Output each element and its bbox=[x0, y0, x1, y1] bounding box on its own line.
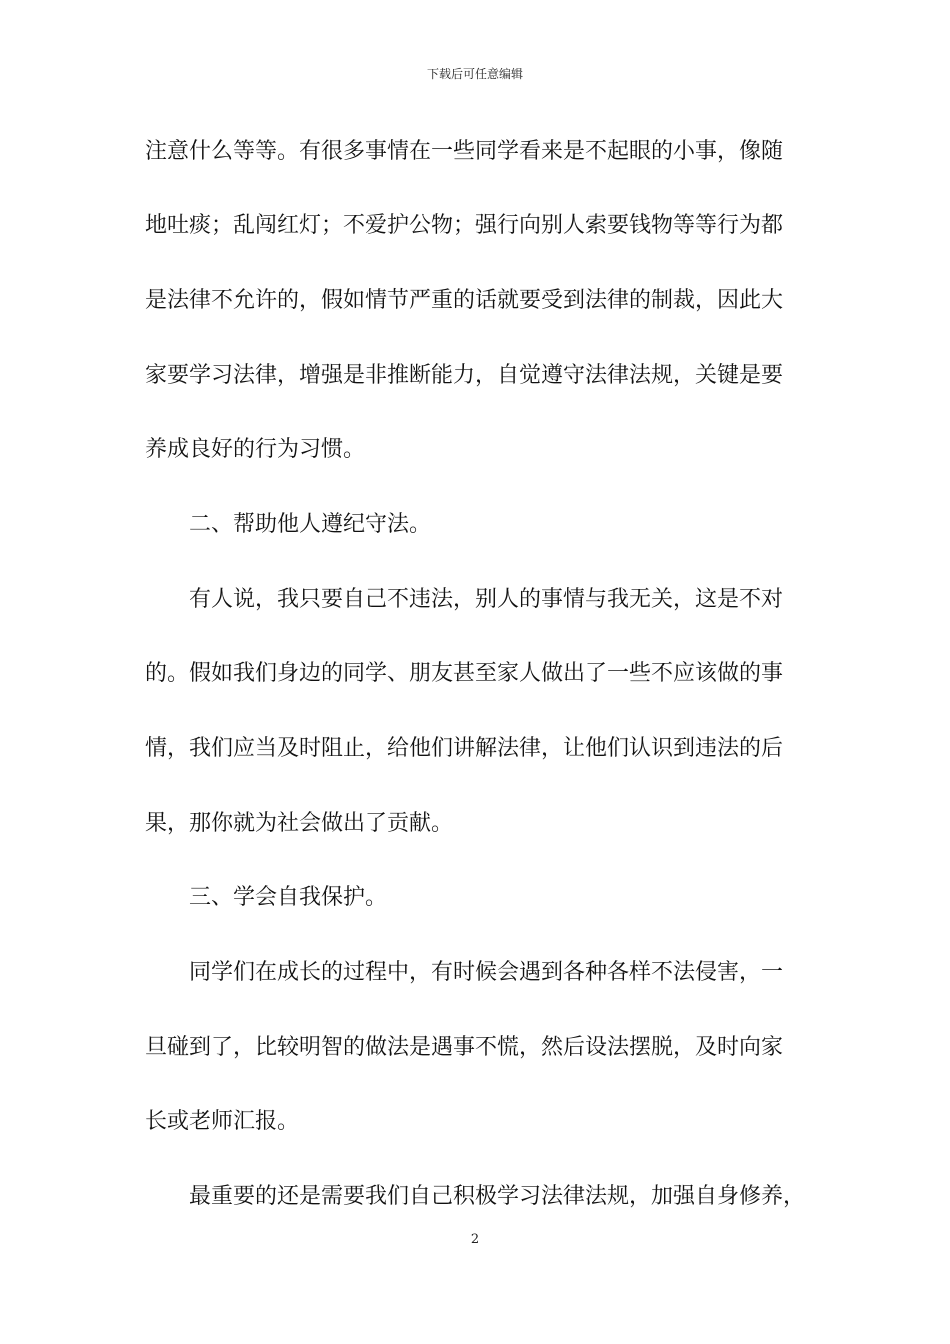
text-line: 情，我们应当及时阻止，给他们讲解法律，让他们认识到违法的后 bbox=[145, 736, 784, 761]
section-heading: 二、帮助他人遵纪守法。 bbox=[145, 512, 432, 537]
text-line: 果，那你就为社会做出了贡献。 bbox=[145, 811, 454, 836]
text-line: 的。假如我们身边的同学、朋友甚至家人做出了一些不应该做的事 bbox=[145, 661, 784, 686]
text-line: 最重要的还是需要我们自己积极学习法律法规，加强自身修养， bbox=[145, 1184, 806, 1209]
text-line: 旦碰到了，比较明智的做法是遇事不慌，然后设法摆脱，及时向家 bbox=[145, 1035, 784, 1060]
page-number: 2 bbox=[470, 1232, 480, 1247]
text-line: 家要学习法律，增强是非推断能力，自觉遵守法律法规，关键是要 bbox=[145, 363, 784, 388]
section-heading: 三、学会自我保护。 bbox=[145, 885, 388, 910]
text-line: 同学们在成长的过程中，有时候会遇到各种各样不法侵害，一 bbox=[145, 960, 784, 985]
text-line: 注意什么等等。有很多事情在一些同学看来是不起眼的小事，像随 bbox=[145, 139, 784, 164]
text-line: 地吐痰；乱闯红灯；不爱护公物；强行向别人索要钱物等等行为都 bbox=[145, 213, 784, 238]
text-line: 是法律不允许的，假如情节严重的话就要受到法律的制裁，因此大 bbox=[145, 288, 784, 313]
text-line: 有人说，我只要自己不违法，别人的事情与我无关，这是不对 bbox=[145, 587, 784, 612]
text-line: 养成良好的行为习惯。 bbox=[145, 437, 366, 462]
page-header: 下载后可任意编辑 bbox=[426, 67, 523, 81]
text-line: 长或老师汇报。 bbox=[145, 1109, 300, 1134]
